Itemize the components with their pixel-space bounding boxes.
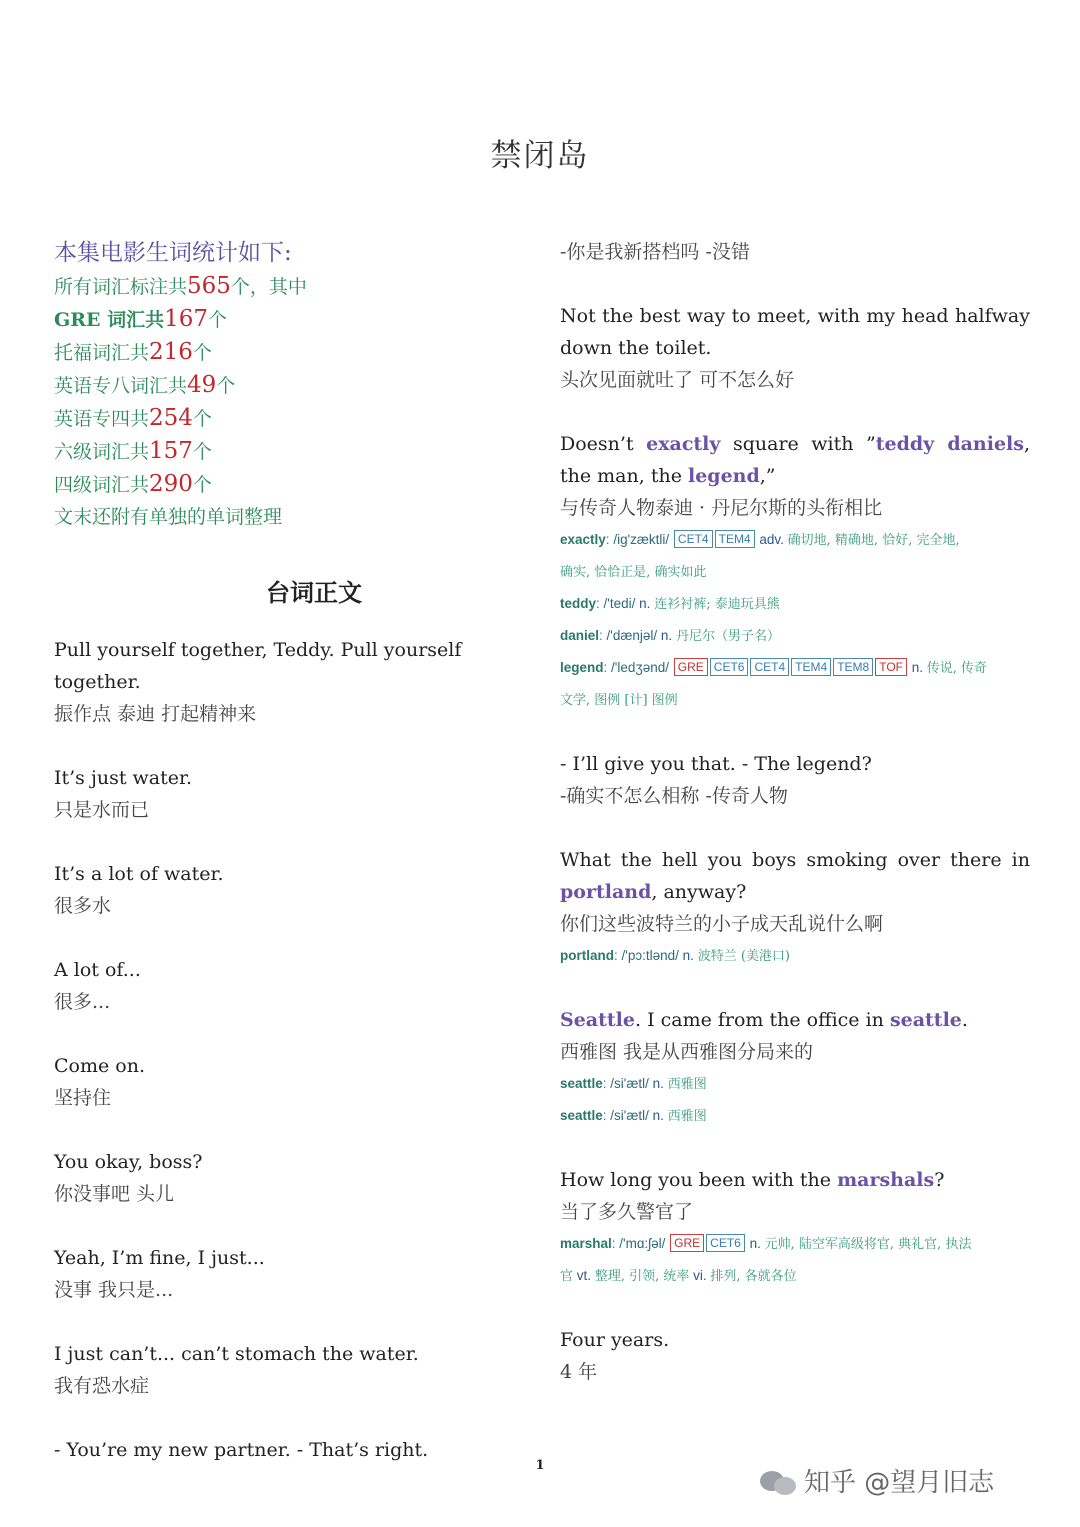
dialogue-en: - You’re my new partner. - That’s right. [54,1439,429,1461]
dialogue-en: Seattle. I came from the office in seattle. [560,1009,968,1031]
dialogue-zh: 头次见面就吐了 可不怎么好 [560,369,795,391]
stat-line: GRE 词汇共167个 [54,306,228,332]
dialogue-block [560,1324,1030,1388]
dialogue-block [560,236,1030,268]
level-tag: GRE [674,658,708,676]
vocab-entry: marshal: /'mɑ:ʃəl/ GRE CET6 n. 元帅, 陆空军高级将官, 典礼官, 执法 官 vt. 整理, 引领, 统率 vi. 排列, 各就各位 [560,1236,972,1284]
vocab-highlight: teddy daniels [875,433,1024,455]
vocab-entry: seattle: /si'ætl/ n. 西雅图 [560,1076,707,1092]
dialogue-block [54,1146,524,1210]
dialogue-block [560,428,1030,716]
dialogue-en: A lot of... [54,959,141,981]
dialogue-block [54,858,524,922]
dialogue-en: Four years. [560,1329,670,1351]
dialogue-en: Pull yourself together, Teddy. Pull yourself together. [54,639,462,693]
dialogue-block [54,634,524,730]
dialogue-zh: 我有恐水症 [54,1375,150,1397]
level-tag: CET6 [710,658,749,676]
level-tag: TEM4 [715,530,755,548]
vocab-highlight: legend [687,465,760,487]
dialogue-en: portland, anyway? [560,881,747,903]
level-tag: GRE [670,1234,704,1252]
dialogue-en: Yeah, I’m fine, I just... [54,1247,265,1269]
dialogue-block [560,748,1030,812]
watermark-text: 知乎 @望月旧志 [804,1468,995,1498]
dialogue-en: It’s a lot of water. [54,863,224,885]
vocab-entry: legend: /'ledʒənd/ GRE CET6 CET4 TEM4 TEM8 TOF n. 传说, 传奇 文学, 图例 [计] 图例 [560,660,988,708]
vocab-entry: daniel: /'dænjəl/ n. 丹尼尔（男子名） [560,628,780,644]
watermark [760,1462,994,1499]
dialogue-block [54,762,524,826]
dialogue-zh: 4 年 [560,1361,598,1383]
dialogue-zh: 坚持住 [54,1087,112,1109]
dialogue-block [54,1338,524,1402]
dialogue-en: Doesn’t exactly square with ”teddy daniels, [560,433,1030,455]
dialogue-block [560,1164,1030,1292]
vocab-highlight: exactly [646,433,721,455]
vocab-entry: exactly: /ig'zæktli/ CET4 TEM4 adv. 确切地, 精确地, 恰好, 完全地, 确实, 恰恰正是, 确实如此 [560,532,960,580]
left-column [54,236,524,1498]
level-tag: CET4 [750,658,789,676]
dialogue-zh: -确实不怎么相称 -传奇人物 [560,785,788,807]
dialogue-zh: 与传奇人物泰迪 · 丹尼尔斯的头衔相比 [560,497,883,519]
chat-bubble-icon [760,1467,796,1495]
stat-line: 英语专四共254个 [54,405,212,431]
dialogue-block [560,844,1030,972]
page-title: 禁闭岛 [490,138,590,174]
dialogue-zh: 没事 我只是... [54,1279,174,1301]
vocab-highlight: portland [560,881,652,903]
dialogue-en: Come on. [54,1055,145,1077]
stats-box [54,236,524,533]
level-tag: CET6 [706,1234,745,1252]
vocab-entry: teddy: /'tedi/ n. 连衫衬裤; 泰迪玩具熊 [560,596,780,612]
level-tag: TOF [875,658,907,676]
vocab-highlight: Seattle [560,1009,635,1031]
dialogue-en: How long you been with the marshals? [560,1169,945,1191]
dialogue-zh: 很多水 [54,895,112,917]
dialogue-zh: -你是我新搭档吗 -没错 [560,241,750,263]
stat-line: 六级词汇共157个 [54,438,212,464]
dialogue-zh: 你们这些波特兰的小子成天乱说什么啊 [560,913,884,935]
dialogue-en: the man, the legend,” [560,465,776,487]
dialogue-en: It’s just water. [54,767,193,789]
level-tag: TEM8 [833,658,873,676]
stat-line: 四级词汇共290个 [54,471,212,497]
dialogue-en: You okay, boss? [54,1151,203,1173]
dialogue-zh: 只是水而已 [54,799,150,821]
dialogue-block [54,954,524,1018]
dialogue-block [560,300,1030,396]
right-column [560,236,1030,1420]
vocab-highlight: seattle [889,1009,962,1031]
dialogue-zh: 当了多久警官了 [560,1201,694,1223]
stat-line: 英语专八词汇共49个 [54,372,236,398]
dialogue-block [54,1242,524,1306]
dialogue-zh: 很多... [54,991,111,1013]
stat-line: 托福词汇共216个 [54,339,212,365]
stats-heading: 本集电影生词统计如下: [54,240,292,266]
vocab-entry: seattle: /si'ætl/ n. 西雅图 [560,1108,707,1124]
dialogue-block [560,1004,1030,1132]
stat-line: 所有词汇标注共565个，其中 [54,273,307,299]
dialogue-en: - I’ll give you that. - The legend? [560,753,872,775]
dialogue-zh: 振作点 泰迪 打起精神来 [54,703,257,725]
dialogue-zh: 你没事吧 头儿 [54,1183,175,1205]
dialogue-zh: 西雅图 我是从西雅图分局来的 [560,1041,814,1063]
level-tag: TEM4 [791,658,831,676]
dialogue-en: Not the best way to meet, with my head halfway down the toilet. [560,305,1030,359]
dialogue-block [54,1050,524,1114]
stats-note: 文末还附有单独的单词整理 [54,506,283,528]
dialogue-en: What the hell you boys smoking over there in [560,849,1030,871]
level-tag: CET4 [674,530,713,548]
page-number: 1 [535,1458,545,1473]
vocab-entry: portland: /'pɔ:tlənd/ n. 波特兰 (美港口) [560,948,790,964]
dialogue-en: I just can’t... can’t stomach the water. [54,1343,419,1365]
vocab-highlight: marshals [837,1169,935,1191]
section-title: 台词正文 [266,578,362,607]
